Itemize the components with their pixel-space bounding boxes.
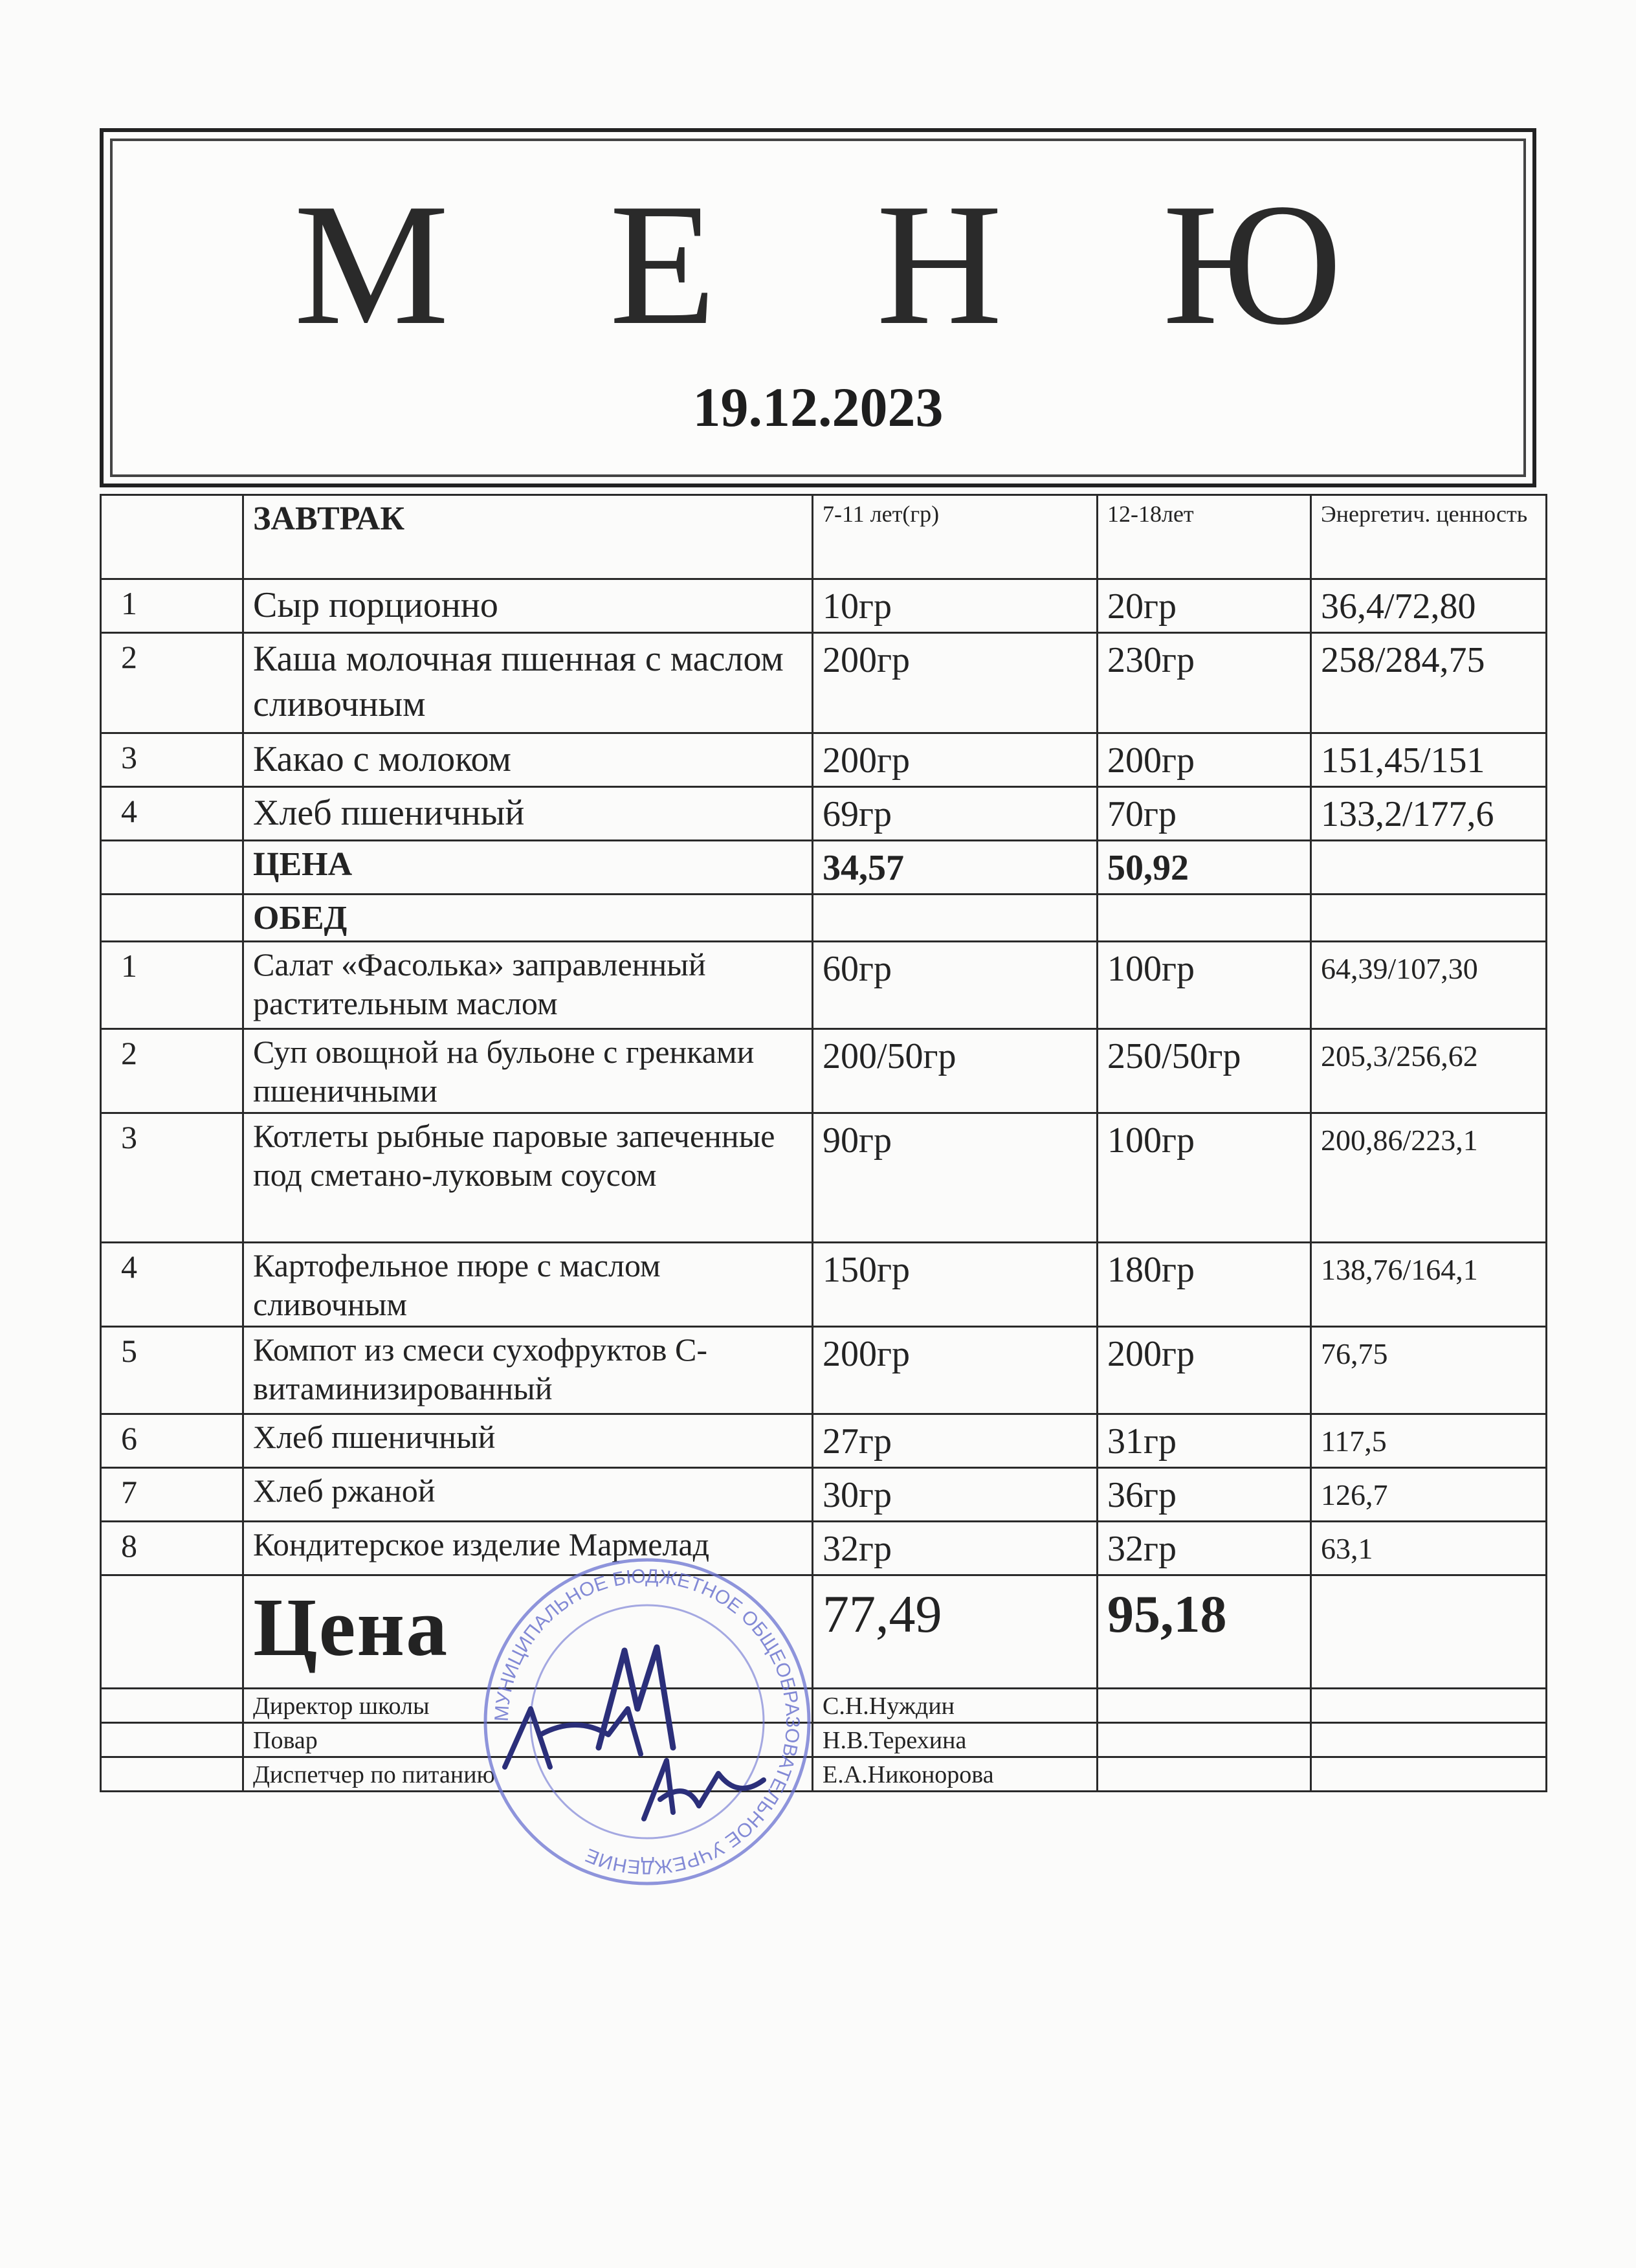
row-number: 8 (101, 1522, 243, 1575)
menu-table (100, 494, 1547, 1792)
empty-cell (1311, 895, 1547, 942)
portion-12-18: 200гр (1098, 1327, 1311, 1414)
portion-7-11: 32гр (813, 1522, 1098, 1575)
school-stamp (479, 1553, 815, 1890)
energy-value: 63,1 (1311, 1522, 1547, 1575)
lunch-price-label: Цена (243, 1575, 813, 1689)
cook-signature (505, 1709, 641, 1767)
portion-7-11: 30гр (813, 1468, 1098, 1522)
row-number: 2 (101, 633, 243, 733)
energy-value: 117,5 (1311, 1414, 1547, 1468)
dish-name: Каша молочная пшенная с маслом сливочным (243, 633, 813, 733)
dish-name: Картофельное пюре с маслом сливочным (243, 1243, 813, 1327)
signature-name: С.Н.Нуждин (813, 1689, 1098, 1723)
energy-value: 64,39/107,30 (1311, 942, 1547, 1029)
portion-7-11: 200гр (813, 733, 1098, 787)
table-row (101, 1468, 1547, 1522)
breakfast-price-12-18: 50,92 (1098, 841, 1311, 895)
signature-name: Е.А.Никонорова (813, 1757, 1098, 1792)
empty-cell (1098, 895, 1311, 942)
portion-7-11: 200гр (813, 633, 1098, 733)
empty-cell (101, 1723, 243, 1757)
row-number: 4 (101, 1243, 243, 1327)
lunch-price-7-11: 77,49 (813, 1575, 1098, 1689)
row-number: 5 (101, 1327, 243, 1414)
row-number: 6 (101, 1414, 243, 1468)
table-header-row (101, 495, 1547, 579)
table-row (101, 1243, 1547, 1327)
header-number-cell (101, 495, 243, 579)
energy-value: 133,2/177,6 (1311, 787, 1547, 841)
dish-name: Компот из смеси сухофруктов С-витаминизированный (243, 1327, 813, 1414)
row-number (101, 841, 243, 895)
portion-7-11: 60гр (813, 942, 1098, 1029)
energy-value: 138,76/164,1 (1311, 1243, 1547, 1327)
row-number: 4 (101, 787, 243, 841)
dish-name: Хлеб пшеничный (243, 787, 813, 841)
column-header-7-11: 7-11 лет(гр) (813, 495, 1098, 579)
empty-cell (813, 895, 1098, 942)
empty-cell (1098, 1723, 1311, 1757)
table-row (101, 1414, 1547, 1468)
dish-name: Салат «Фасолька» заправленный растительным маслом (243, 942, 813, 1029)
empty-cell (1311, 1723, 1547, 1757)
energy-value: 76,75 (1311, 1327, 1547, 1414)
breakfast-price-7-11: 34,57 (813, 841, 1098, 895)
row-number: 1 (101, 942, 243, 1029)
table-row (101, 733, 1547, 787)
table-row (101, 1522, 1547, 1575)
breakfast-price-label: ЦЕНА (243, 841, 813, 895)
row-number: 2 (101, 1029, 243, 1113)
portion-7-11: 90гр (813, 1113, 1098, 1243)
dish-name: Кондитерское изделие Мармелад (243, 1522, 813, 1575)
dish-name: Сыр порционно (243, 579, 813, 633)
dish-name: Котлеты рыбные паровые запеченные под сметано-луковым соусом (243, 1113, 813, 1243)
portion-12-18: 180гр (1098, 1243, 1311, 1327)
lunch-price-12-18: 95,18 (1098, 1575, 1311, 1689)
empty-cell (1311, 1689, 1547, 1723)
empty-cell (1098, 1757, 1311, 1792)
table-row (101, 579, 1547, 633)
table-row (101, 1113, 1547, 1243)
energy-value: 200,86/223,1 (1311, 1113, 1547, 1243)
energy-value: 151,45/151 (1311, 733, 1547, 787)
lunch-label: ОБЕД (243, 895, 813, 942)
portion-12-18: 100гр (1098, 1113, 1311, 1243)
energy-value: 126,7 (1311, 1468, 1547, 1522)
breakfast-price-row (101, 841, 1547, 895)
table-row (101, 633, 1547, 733)
row-number: 1 (101, 579, 243, 633)
portion-7-11: 69гр (813, 787, 1098, 841)
dish-name: Суп овощной на бульоне с гренками пшеничными (243, 1029, 813, 1113)
energy-value: 258/284,75 (1311, 633, 1547, 733)
portion-12-18: 200гр (1098, 733, 1311, 787)
portion-12-18: 70гр (1098, 787, 1311, 841)
column-header-energy: Энергетич. ценность (1311, 495, 1547, 579)
page-title: М Е Н Ю (294, 168, 1400, 361)
table-row (101, 942, 1547, 1029)
stamp-text: МУНИЦИПАЛЬНОЕ БЮДЖЕТНОЕ ОБЩЕОБРАЗОВАТЕЛЬНОЕ УЧРЕЖДЕНИЕ (491, 1565, 804, 1878)
portion-7-11: 27гр (813, 1414, 1098, 1468)
portion-12-18: 250/50гр (1098, 1029, 1311, 1113)
portion-7-11: 10гр (813, 579, 1098, 633)
empty-cell (1098, 1689, 1311, 1723)
table-row (101, 1029, 1547, 1113)
row-number: 3 (101, 1113, 243, 1243)
row-number (101, 1575, 243, 1689)
empty-cell (1311, 841, 1547, 895)
table-row (101, 1327, 1547, 1414)
signature-role: Диспетчер по питанию (243, 1757, 813, 1792)
empty-cell (1311, 1757, 1547, 1792)
dish-name: Хлеб пшеничный (243, 1414, 813, 1468)
menu-date: 19.12.2023 (692, 376, 944, 438)
row-number (101, 895, 243, 942)
portion-12-18: 31гр (1098, 1414, 1311, 1468)
portion-12-18: 230гр (1098, 633, 1311, 733)
signature-row (101, 1689, 1547, 1723)
lunch-header-row (101, 895, 1547, 942)
breakfast-label: ЗАВТРАК (243, 495, 813, 579)
signature-row (101, 1723, 1547, 1757)
empty-cell (1311, 1575, 1547, 1689)
column-header-12-18: 12-18лет (1098, 495, 1311, 579)
portion-12-18: 36гр (1098, 1468, 1311, 1522)
portion-7-11: 200/50гр (813, 1029, 1098, 1113)
row-number: 7 (101, 1468, 243, 1522)
energy-value: 36,4/72,80 (1311, 579, 1547, 633)
portion-7-11: 200гр (813, 1327, 1098, 1414)
signature-name: Н.В.Терехина (813, 1723, 1098, 1757)
portion-7-11: 150гр (813, 1243, 1098, 1327)
empty-cell (101, 1757, 243, 1792)
dish-name: Хлеб ржаной (243, 1468, 813, 1522)
portion-12-18: 100гр (1098, 942, 1311, 1029)
signature-role: Директор школы (243, 1689, 813, 1723)
portion-12-18: 20гр (1098, 579, 1311, 633)
portion-12-18: 32гр (1098, 1522, 1311, 1575)
dish-name: Какао с молоком (243, 733, 813, 787)
energy-value: 205,3/256,62 (1311, 1029, 1547, 1113)
empty-cell (101, 1689, 243, 1723)
row-number: 3 (101, 733, 243, 787)
dispatcher-signature (644, 1761, 764, 1819)
table-row (101, 787, 1547, 841)
signature-row (101, 1757, 1547, 1792)
menu-header (100, 128, 1536, 487)
lunch-price-row (101, 1575, 1547, 1689)
signature-role: Повар (243, 1723, 813, 1757)
